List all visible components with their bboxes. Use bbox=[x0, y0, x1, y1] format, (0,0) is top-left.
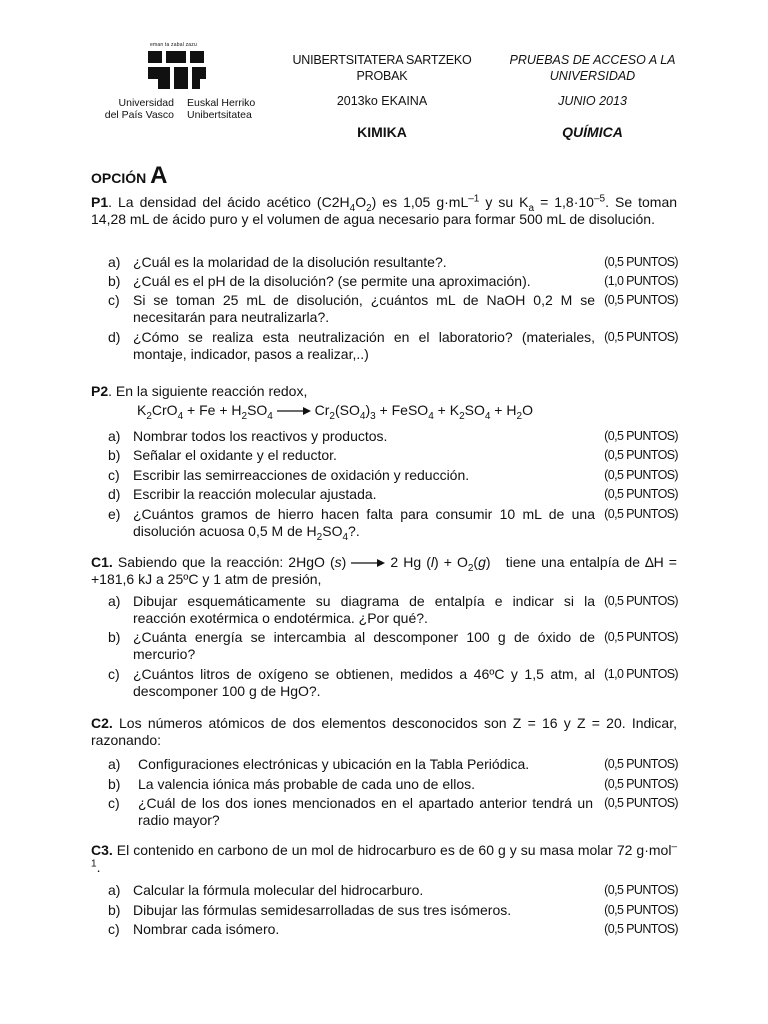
c2-points-b: (0,5 PUNTOS) bbox=[604, 777, 678, 791]
header-subject-es: QUÍMICA bbox=[562, 124, 623, 140]
c3-points-a: (0,5 PUNTOS) bbox=[604, 883, 678, 897]
c1-intro: C1. Sabiendo que la reacción: 2HgO (s) 2 Hg $(l) + O_2(g)$ tiene una entalpía de ∆H = +181,6 kJ a 25ºC y 1 atm de presión, bbox=[91, 554, 677, 587]
p2-points-b: (0,5 PUNTOS) bbox=[604, 448, 678, 462]
p1-points-b: (1,0 PUNTOS) bbox=[604, 274, 678, 288]
header-date-eu: 2013ko EKAINA bbox=[336, 94, 428, 108]
p1-points-a: (0,5 PUNTOS) bbox=[604, 255, 678, 269]
reaction-arrow-icon bbox=[277, 406, 311, 416]
logo-university-es: Universidad del País Vasco bbox=[104, 97, 174, 121]
upv-emblem-icon bbox=[144, 49, 210, 91]
c1-points-c: (1,0 PUNTOS) bbox=[604, 667, 678, 681]
p2-points-c: (0,5 PUNTOS) bbox=[604, 468, 678, 482]
p2-points-e: (0,5 PUNTOS) bbox=[604, 507, 678, 521]
header-subject-eu: KIMIKA bbox=[357, 124, 407, 140]
c2-points-a: (0,5 PUNTOS) bbox=[604, 757, 678, 771]
c3-points-c: (0,5 PUNTOS) bbox=[604, 922, 678, 936]
p2-intro: P2. En la siguiente reacción redox, bbox=[91, 383, 308, 399]
p2-points-a: (0,5 PUNTOS) bbox=[604, 429, 678, 443]
header-date-es: JUNIO 2013 bbox=[558, 94, 627, 108]
c1-points-a: (0,5 PUNTOS) bbox=[604, 594, 678, 608]
header-title-es: PRUEBAS DE ACCESO A LA UNIVERSIDAD bbox=[509, 53, 676, 83]
c2-intro: C2. Los números atómicos de dos elementos desconocidos son Z = 16 y Z = 20. Indicar, razonando: bbox=[91, 715, 677, 748]
reaction-arrow-icon bbox=[351, 558, 385, 568]
option-heading: OPCIÓN A bbox=[91, 162, 168, 189]
delta-icon: ∆ bbox=[645, 554, 654, 570]
c3-intro: C3. El contenido en carbono de un mol de hidrocarburo es de 60 g y su masa molar 72 g·mol$^{-1}$. bbox=[91, 841, 677, 875]
p2-points-d: (0,5 PUNTOS) bbox=[604, 487, 678, 501]
p2-redox-equation: $K_2CrO_4 + Fe + H_2SO_4$ $Cr_2(SO_4)_3$ + FeSO$_4$ + $K_2SO_4 + H_2O$ bbox=[137, 402, 533, 422]
p1-points-d: (0,5 PUNTOS) bbox=[604, 330, 678, 344]
c2-points-c: (0,5 PUNTOS) bbox=[604, 796, 678, 810]
logo-motto: eman ta zabal zazu bbox=[150, 42, 197, 48]
c3-points-b: (0,5 PUNTOS) bbox=[604, 903, 678, 917]
p1-points-c: (0,5 PUNTOS) bbox=[604, 293, 678, 307]
header-title-eu: UNIBERTSITATERA SARTZEKO PROBAK bbox=[292, 53, 472, 83]
university-logo bbox=[82, 40, 277, 125]
logo-university-eu: Euskal Herriko Unibertsitatea bbox=[187, 97, 256, 121]
c1-points-b: (0,5 PUNTOS) bbox=[604, 630, 678, 644]
p1-intro: P1. La densidad del ácido acético $(C2H_4O_2)$ es 1,05 $g\cdot mL^{-1}$ y su $K_a = 1,8\cdot 10^{-5}$. Se toman 14,28 mL de ácido puro y el volumen de agua necesario para formar 500 mL de disolución. bbox=[91, 193, 678, 227]
